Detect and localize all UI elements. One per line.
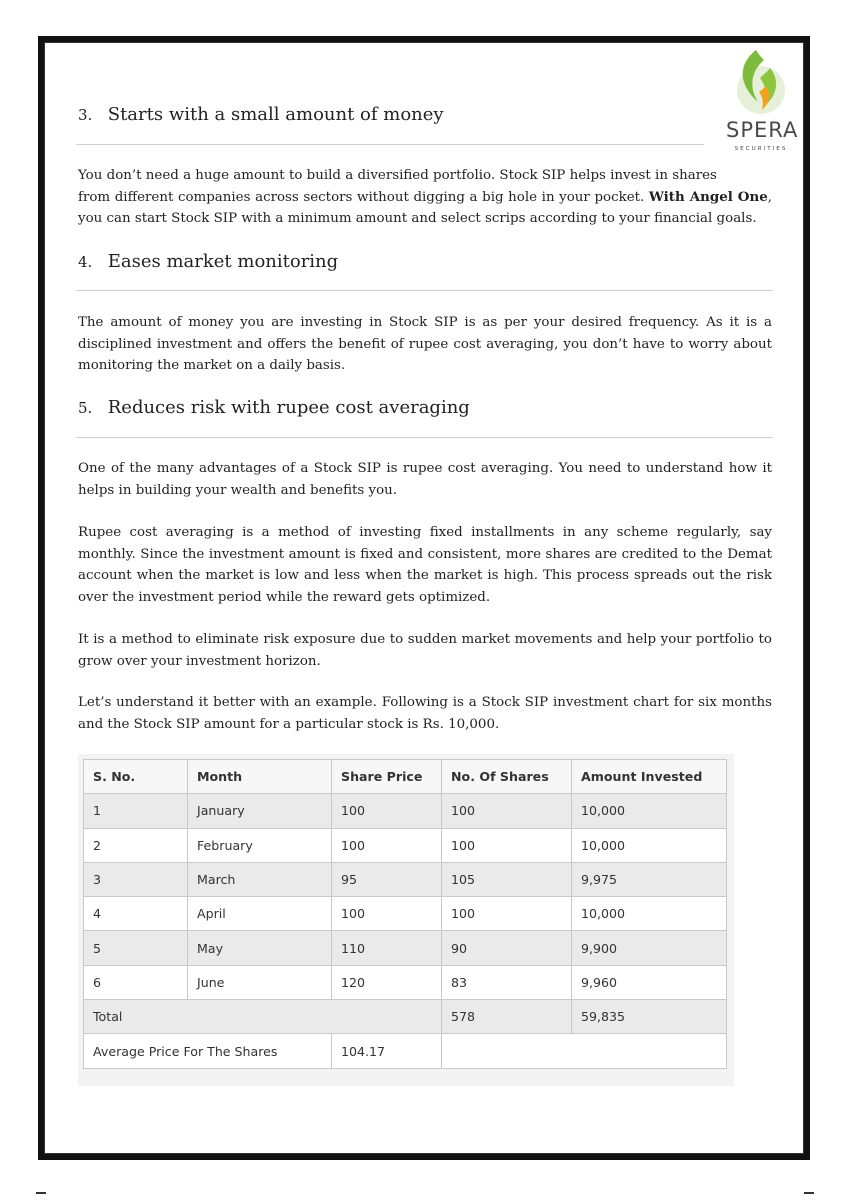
column-header: S. No. (84, 760, 188, 794)
table-cell: January (188, 794, 332, 828)
table-cell: 10,000 (572, 794, 727, 828)
section-rule (76, 437, 773, 438)
logo-wordmark: SPERA (726, 118, 799, 142)
paragraph-text: , you can start Stock SIP with a minimum amount and select scrips according to your financial goals. (78, 189, 772, 226)
sip-table-container (78, 754, 734, 1086)
section-5-paragraph-1: One of the many advantages of a Stock SIP is rupee cost averaging. You need to understand how it helps in building your wealth and benefits you. (78, 461, 772, 498)
paragraph-text: from different companies across sectors without digging a big hole in your pocket. (78, 189, 649, 205)
section-title: Eases market monitoring (107, 251, 339, 272)
table-total-row (84, 1000, 727, 1034)
table-average-row (84, 1034, 727, 1068)
table-cell: June (188, 965, 332, 999)
spera-logo (726, 46, 799, 158)
table-row (84, 931, 727, 965)
table-cell: 100 (332, 897, 442, 931)
section-5-paragraph-2: Rupee cost averaging is a method of investing fixed installments in any scheme regularly, say monthly. Since the investment amount is fixed and consistent, more shares are credited to the Demat account when the market is low and less when the market is high. This process spreads out the risk over the investment period while the reward gets optimized. (78, 525, 772, 605)
column-header: Amount Invested (572, 760, 727, 794)
section-5-heading (78, 397, 470, 418)
total-shares: 578 (442, 1000, 572, 1034)
table-row (84, 794, 727, 828)
section-title: Starts with a small amount of money (107, 104, 444, 125)
section-number: 4. (78, 253, 93, 271)
table-header-row (84, 760, 727, 794)
sip-investment-table (83, 759, 727, 1069)
table-cell: 95 (332, 862, 442, 896)
table-cell: 100 (442, 794, 572, 828)
section-5-paragraph-3: It is a method to eliminate risk exposure due to sudden market movements and help your portfolio to grow over your investment horizon. (78, 632, 772, 669)
section-title: Reduces risk with rupee cost averaging (107, 397, 470, 418)
section-rule (76, 290, 773, 291)
table-cell: 100 (442, 828, 572, 862)
section-rule (76, 144, 704, 145)
table-cell: 10,000 (572, 897, 727, 931)
table-cell: 105 (442, 862, 572, 896)
table-cell: 9,900 (572, 931, 727, 965)
flame-icon (726, 46, 796, 118)
table-cell: 100 (442, 897, 572, 931)
table-cell: 2 (84, 828, 188, 862)
section-3-paragraph (78, 165, 772, 230)
page-edge-mark (36, 1192, 46, 1194)
table-cell: 120 (332, 965, 442, 999)
table-cell: 10,000 (572, 828, 727, 862)
column-header: Month (188, 760, 332, 794)
section-4-heading (78, 251, 338, 272)
section-4-paragraph: The amount of money you are investing in Stock SIP is as per your desired frequency. As it is a disciplined investment and offers the benefit of rupee cost averaging, you don’t have to worry about monitoring the market on a daily basis. (78, 315, 772, 373)
section-3-heading (78, 104, 444, 125)
total-amount: 59,835 (572, 1000, 727, 1034)
table-cell: 5 (84, 931, 188, 965)
table-cell: 100 (332, 794, 442, 828)
section-number: 3. (78, 106, 93, 124)
table-cell: April (188, 897, 332, 931)
empty-cell (442, 1034, 727, 1068)
paragraph-line: You don’t need a huge amount to build a diversified portfolio. Stock SIP helps invest in shares (78, 168, 717, 183)
table-cell: March (188, 862, 332, 896)
table-cell: May (188, 931, 332, 965)
table-cell: 9,960 (572, 965, 727, 999)
page-edge-mark (804, 1192, 814, 1194)
table-cell: 100 (332, 828, 442, 862)
table-cell: 4 (84, 897, 188, 931)
table-cell: 3 (84, 862, 188, 896)
table-row (84, 828, 727, 862)
section-number: 5. (78, 399, 93, 417)
table-cell: 90 (442, 931, 572, 965)
logo-subtitle: SECURITIES (734, 146, 788, 152)
column-header: No. Of Shares (442, 760, 572, 794)
table-cell: February (188, 828, 332, 862)
table-row (84, 965, 727, 999)
table-cell: 83 (442, 965, 572, 999)
table-cell: 1 (84, 794, 188, 828)
average-label: Average Price For The Shares (84, 1034, 332, 1068)
column-header: Share Price (332, 760, 442, 794)
table-cell: 110 (332, 931, 442, 965)
table-cell: 6 (84, 965, 188, 999)
total-label: Total (84, 1000, 442, 1034)
bold-brand-text: With Angel One (648, 188, 768, 205)
average-value: 104.17 (332, 1034, 442, 1068)
section-5-paragraph-4: Let’s understand it better with an example. Following is a Stock SIP investment chart for six months and the Stock SIP amount for a particular stock is Rs. 10,000. (78, 695, 772, 732)
table-cell: 9,975 (572, 862, 727, 896)
table-row (84, 862, 727, 896)
table-row (84, 897, 727, 931)
